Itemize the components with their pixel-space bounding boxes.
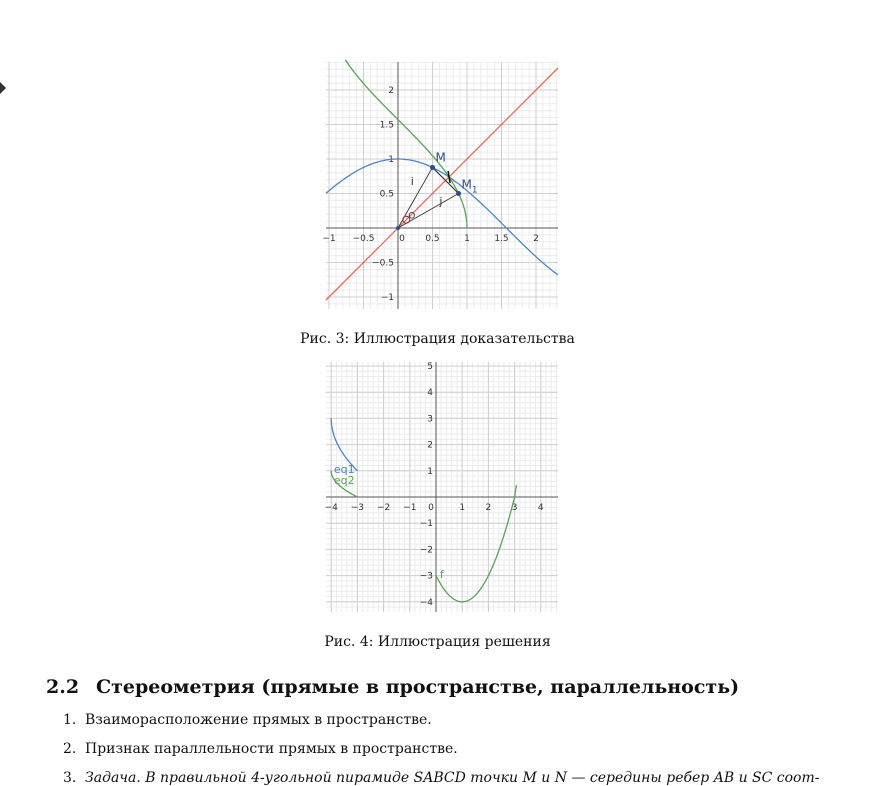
figure-4-plot <box>326 362 558 612</box>
y-tick-label: 5 <box>427 362 433 372</box>
list-item <box>63 770 820 786</box>
list-item <box>63 741 458 757</box>
y-tick-label: 1 <box>427 466 433 477</box>
figure-3-caption: Рис. 3: Иллюстрация доказательства <box>300 331 575 347</box>
label-f: f <box>439 568 444 582</box>
x-tick-label: 0 <box>399 234 405 244</box>
list-item <box>63 712 432 728</box>
point-m <box>430 165 435 170</box>
label-j: j <box>439 195 443 209</box>
y-tick-label: 1.5 <box>379 120 394 131</box>
x-tick-label: 1 <box>464 234 470 244</box>
x-tick-label: −1 <box>322 234 336 244</box>
y-tick-label: −4 <box>419 597 433 608</box>
cursor-icon <box>0 82 8 102</box>
x-tick-label: −4 <box>324 503 338 513</box>
y-tick-label: 2 <box>427 440 433 451</box>
y-tick-label: −0.5 <box>372 258 394 269</box>
y-tick-label: 0.5 <box>379 189 394 200</box>
y-tick-label: 4 <box>427 388 433 399</box>
x-tick-label: −3 <box>350 503 365 513</box>
label-m1: $M_1$ <box>461 177 478 196</box>
y-tick-label: −2 <box>419 545 433 556</box>
section-heading <box>46 676 739 698</box>
list-item-text: Взаиморасположение прямых в пространстве. <box>85 712 432 728</box>
x-tick-label: −0.5 <box>352 234 375 244</box>
x-tick-label: 1 <box>459 503 466 513</box>
section-number: 2.2 <box>46 676 80 698</box>
line-y-equals-x <box>326 68 558 300</box>
label-m: M <box>435 150 446 165</box>
list-item-number: 2. <box>63 741 77 757</box>
y-tick-label: 1 <box>388 155 394 165</box>
label-eq1: eq1 <box>333 462 355 476</box>
figure-4-caption: Рис. 4: Иллюстрация решения <box>324 634 551 650</box>
label-eq2: eq2 <box>333 473 355 487</box>
y-tick-label: −1 <box>419 519 433 530</box>
section-title: Стереометрия (прямые в пространстве, параллельность) <box>96 676 740 698</box>
y-tick-label: 2 <box>388 86 394 96</box>
x-tick-label: 3 <box>511 503 518 513</box>
x-tick-label: 2 <box>533 234 539 244</box>
x-tick-label: 0 <box>428 503 434 513</box>
figure-3-plot <box>322 62 558 309</box>
x-tick-label: 4 <box>537 503 544 513</box>
x-tick-label: 1.5 <box>494 234 509 244</box>
list-item-text: Признак параллельности прямых в пространстве. <box>85 741 458 757</box>
x-tick-label: −1 <box>403 503 417 513</box>
list-item-number: 3. <box>63 770 77 786</box>
y-tick-label: −3 <box>419 571 433 582</box>
origin-point <box>396 226 400 230</box>
point-m1 <box>456 191 461 196</box>
label-i: i <box>410 175 414 189</box>
x-tick-label: −2 <box>376 503 391 513</box>
x-tick-label: 2 <box>485 503 492 513</box>
list-item-text: Задача. В правильной 4-угольной пирамиде SABCD точки M и N — середины ребер AB и SC соот- <box>85 770 820 786</box>
x-tick-label: 0.5 <box>425 234 440 244</box>
y-tick-label: −1 <box>380 293 394 303</box>
y-tick-label: 3 <box>427 414 433 425</box>
list-item-number: 1. <box>63 712 77 728</box>
label-o: O <box>408 211 416 222</box>
